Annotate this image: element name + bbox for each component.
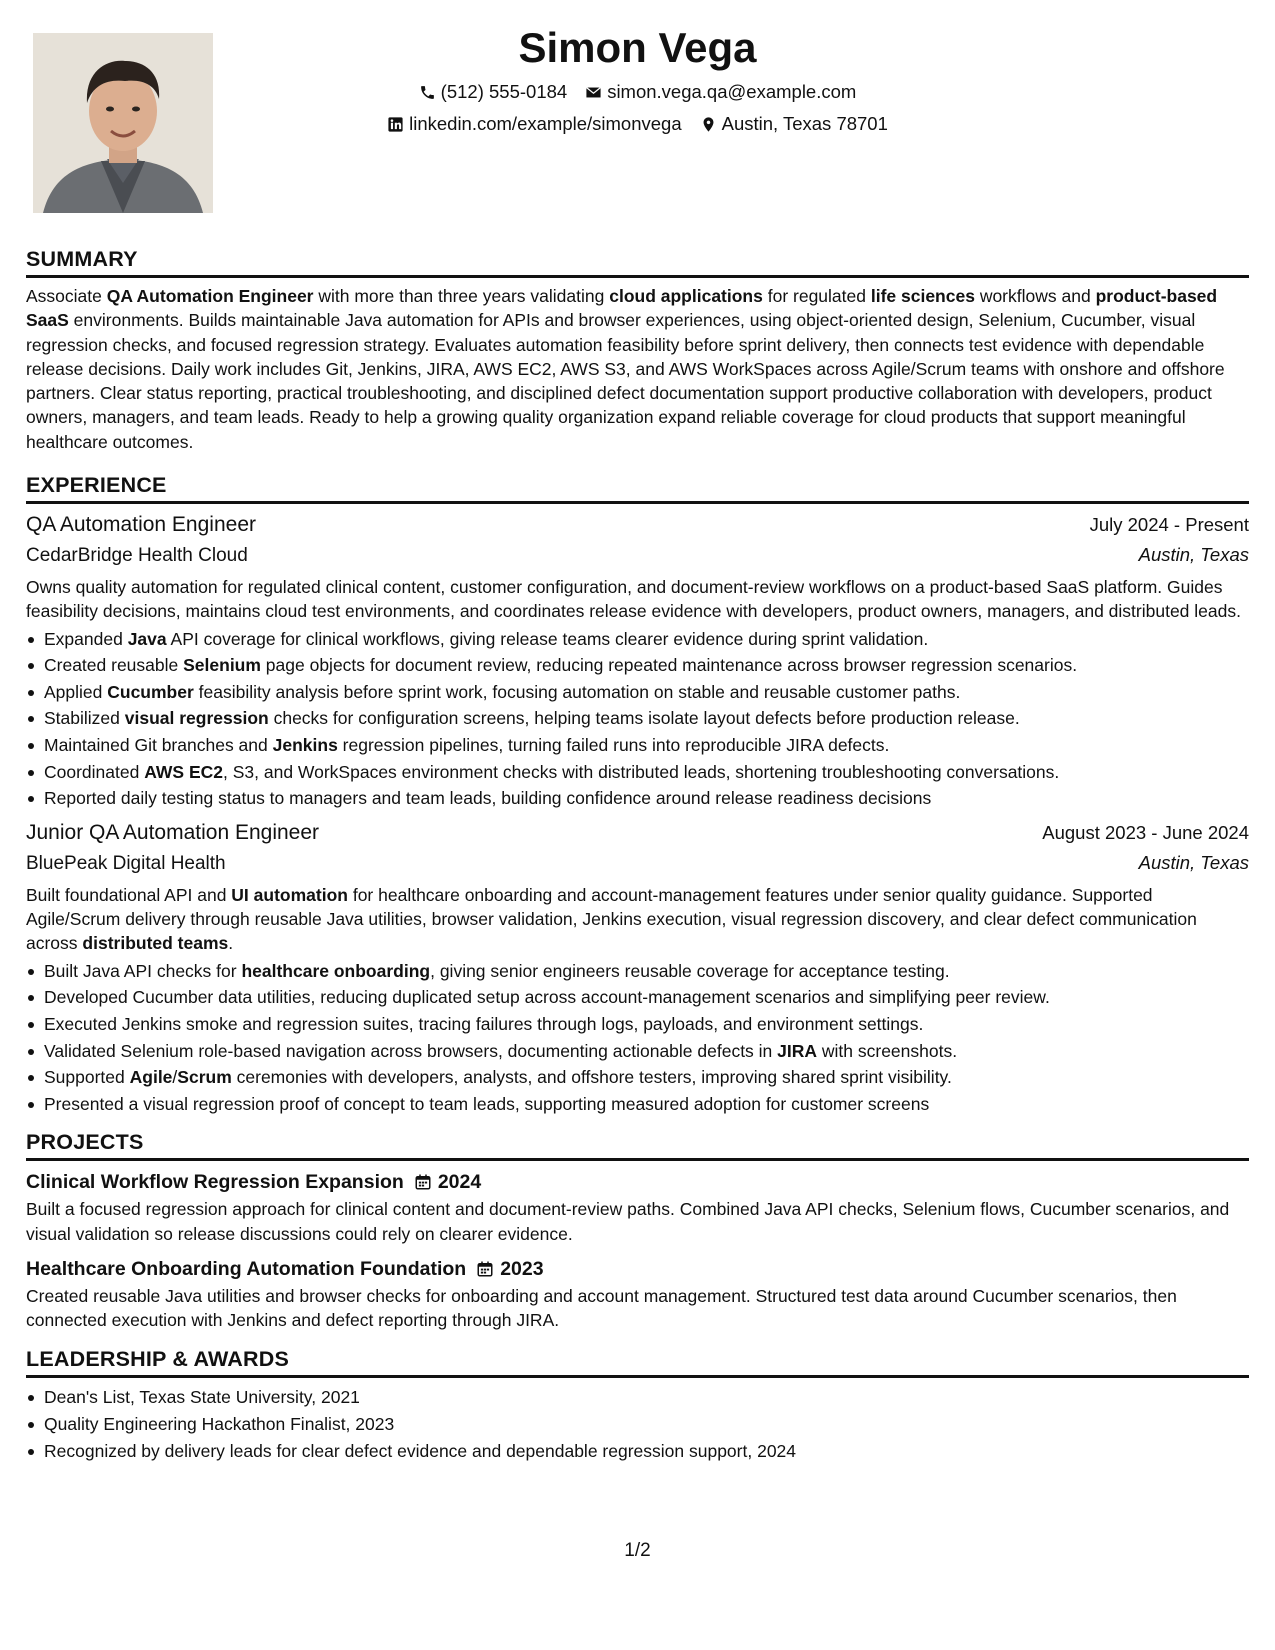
text-run: Stabilized — [44, 708, 125, 729]
bullet-item — [26, 1011, 1249, 1038]
projects-section — [26, 1129, 1249, 1332]
job-dates: August 2023 - June 2024 — [1042, 821, 1249, 843]
emphasis-text: Java — [127, 628, 167, 649]
phone-icon — [419, 84, 436, 101]
text-run: page objects for document review, reducing repeated maintenance across browser regression scenarios. — [260, 655, 1078, 676]
text-run: , giving senior engineers reusable coverage for acceptance testing. — [430, 960, 950, 981]
bullet-item — [26, 679, 1249, 706]
emphasis-text: product-based SaaS — [26, 286, 1218, 331]
emphasis-text: Jenkins — [272, 735, 338, 756]
project-description: Built a focused regression approach for clinical content and document-review paths. Combined Java API checks, Selenium flows, Cucumber scenarios, and visual validation so release discussions could rely on clearer evidence. — [26, 1199, 1230, 1244]
job-bullets — [26, 626, 1249, 812]
candidate-name: Simon Vega — [518, 24, 757, 71]
emphasis-text: AWS EC2 — [144, 761, 223, 782]
job-subheader — [26, 540, 1249, 571]
text-run: Executed Jenkins smoke and regression suites, tracing failures through logs, payloads, and environment settings. — [44, 1013, 924, 1034]
contact-line-2 — [0, 108, 1275, 140]
emphasis-text: Cucumber — [107, 681, 194, 702]
text-run: API coverage for clinical workflows, giving release teams clearer evidence during sprint validation. — [166, 628, 929, 649]
projects-title: PROJECTS — [26, 1129, 1249, 1161]
linkedin-text[interactable]: linkedin.com/example/simonvega — [409, 113, 682, 134]
linkedin-icon — [387, 116, 404, 133]
contact-line-1 — [0, 76, 1275, 108]
text-run: , S3, and WorkSpaces environment checks with distributed leads, shortening troubleshooting conversations. — [223, 761, 1060, 782]
text-run: Supported — [44, 1067, 130, 1088]
award-item: Dean's List, Texas State University, 2021 — [26, 1384, 1249, 1411]
job-dates: July 2024 - Present — [1089, 514, 1249, 536]
emphasis-text: UI automation — [231, 884, 348, 905]
bullet-item — [26, 785, 1249, 812]
linkedin-contact[interactable] — [387, 108, 682, 140]
text-run: Built foundational API and — [26, 884, 232, 905]
emphasis-text: cloud applications — [609, 286, 763, 306]
emphasis-text: healthcare onboarding — [241, 960, 431, 981]
text-run: workflows and — [974, 286, 1096, 306]
bullet-item — [26, 958, 1249, 985]
emphasis-text: visual regression — [124, 708, 269, 729]
text-run: ceremonies with developers, analysts, and offshore testers, improving shared sprint visibility. — [231, 1067, 952, 1088]
job-header — [26, 510, 1249, 540]
project-entry — [26, 1167, 1249, 1246]
project-year: 2024 — [437, 1171, 482, 1194]
job-bullets — [26, 958, 1249, 1118]
text-run: environments. Builds maintainable Java automation for APIs and browser experiences, using object-oriented design, Selenium, Cucumber, visual regression checks, and focused regression strategy. Evaluates automation feasibility before sprint delivery, then connects test evidence with dependable release decisions. Daily work includes Git, Jenkins, JIRA, AWS EC2, AWS S3, and AWS WorkSpaces across Agile/Scrum teams with onshore and offshore partners. Clear status reporting, practical troubleshooting, and disciplined defect documentation support productive collaboration with developers, product owners, managers, and team leads. Ready to help a growing quality organization expand reliable coverage for cloud products that support meaningful healthcare outcomes. — [26, 310, 1225, 452]
job-title: QA Automation Engineer — [26, 513, 256, 537]
map-marker-icon — [700, 116, 717, 133]
emphasis-text: Selenium — [183, 655, 261, 676]
project-year: 2023 — [500, 1257, 544, 1280]
summary-title: SUMMARY — [26, 246, 1249, 278]
job-company: BluePeak Digital Health — [26, 852, 226, 874]
text-run: Associate — [26, 286, 107, 306]
summary-text — [26, 284, 1249, 454]
text-run: . — [228, 933, 234, 954]
project-name: Healthcare Onboarding Automation Foundation — [26, 1257, 467, 1280]
text-run: Maintained Git branches and — [44, 735, 273, 756]
text-run: for regulated — [762, 286, 871, 306]
text-run: Owns quality automation for regulated clinical content, customer configuration, and document-review workflows on a product-based SaaS platform. Guides feasibility decisions, maintains cloud test environments, and coordinates release evidence with developers, product owners, managers, and distributed leads. — [26, 577, 1241, 622]
emphasis-text: JIRA — [777, 1040, 818, 1061]
experience-title: EXPERIENCE — [26, 472, 1249, 504]
email-text[interactable]: simon.vega.qa@example.com — [607, 81, 857, 102]
text-run: / — [172, 1067, 178, 1088]
text-run: checks for configuration screens, helping teams isolate layout defects before production release. — [268, 708, 1020, 729]
text-run: Applied — [44, 681, 108, 702]
summary-section — [26, 246, 1249, 454]
award-item: Quality Engineering Hackathon Finalist, 2023 — [26, 1411, 1249, 1438]
text-run: with screenshots. — [817, 1040, 958, 1061]
text-run: Developed Cucumber data utilities, reducing duplicated setup across account-management scenarios and simplifying peer review. — [44, 987, 1050, 1008]
project-name: Clinical Workflow Regression Expansion — [26, 1171, 404, 1194]
page-number: 1/2 — [624, 1540, 651, 1561]
job-header — [26, 818, 1249, 848]
resume-body — [26, 246, 1249, 1464]
job-location: Austin, Texas — [1138, 851, 1249, 873]
emphasis-text: life sciences — [870, 286, 975, 306]
resume-header — [0, 20, 1275, 140]
location-contact — [700, 108, 888, 140]
project-description: Created reusable Java utilities and browser checks for onboarding and account management. Structured test data around Cucumber scenarios, then connected execution with Jenkins and defect reporting through JIRA. — [26, 1285, 1177, 1331]
awards-title: LEADERSHIP & AWARDS — [26, 1346, 1249, 1378]
job-description — [26, 883, 1249, 956]
bullet-item — [26, 1091, 1249, 1118]
project-date — [414, 1167, 481, 1197]
job-subheader — [26, 848, 1249, 879]
text-run: with more than three years validating — [313, 286, 610, 306]
awards-list — [26, 1384, 1249, 1464]
email-contact[interactable] — [585, 76, 856, 108]
emphasis-text: distributed teams — [82, 933, 229, 954]
text-run: Expanded — [44, 628, 128, 649]
project-entry — [26, 1254, 1249, 1333]
text-run: regression pipelines, turning failed runs into reproducible JIRA defects. — [337, 735, 890, 756]
job-entry — [26, 510, 1249, 812]
job-company: CedarBridge Health Cloud — [26, 545, 248, 567]
location-text: Austin, Texas 78701 — [721, 113, 888, 134]
project-date — [476, 1254, 543, 1284]
bullet-item — [26, 1064, 1249, 1091]
award-item: Recognized by delivery leads for clear defect evidence and dependable regression support, 2024 — [26, 1438, 1249, 1465]
bullet-item — [26, 652, 1249, 679]
job-entry — [26, 818, 1249, 1117]
job-title: Junior QA Automation Engineer — [26, 820, 320, 844]
text-run: for healthcare onboarding and account-management features under senior quality guidance. Supported Agile/Scrum delivery through reusable Java utilities, browser validation, Jenkins execution, visual regression discovery, and clear defect communication across — [26, 884, 1197, 954]
phone-text: (512) 555-0184 — [440, 81, 568, 102]
envelope-icon — [585, 84, 602, 101]
bullet-item — [26, 759, 1249, 786]
text-run: Reported daily testing status to managers and team leads, building confidence around release readiness decisions — [44, 788, 932, 809]
text-run: Validated Selenium role-based navigation across browsers, documenting actionable defects in — [44, 1040, 778, 1061]
bullet-item — [26, 705, 1249, 732]
bullet-item — [26, 984, 1249, 1011]
emphasis-text: Scrum — [177, 1067, 232, 1088]
text-run: Coordinated — [44, 761, 145, 782]
job-location: Austin, Texas — [1138, 544, 1249, 566]
bullet-item — [26, 626, 1249, 653]
phone-contact — [419, 76, 568, 108]
job-description — [26, 575, 1249, 624]
project-header — [26, 1167, 1249, 1197]
bullet-item — [26, 1038, 1249, 1065]
emphasis-text: QA Automation Engineer — [106, 286, 314, 306]
awards-section — [26, 1346, 1249, 1464]
calendar-icon — [414, 1173, 432, 1191]
text-run: Created reusable — [44, 655, 184, 676]
text-run: feasibility analysis before sprint work, focusing automation on stable and reusable customer paths. — [193, 681, 961, 702]
text-run: Built Java API checks for — [44, 960, 242, 981]
project-header — [26, 1254, 1249, 1284]
bullet-item — [26, 732, 1249, 759]
calendar-icon — [476, 1260, 494, 1278]
experience-section — [26, 472, 1249, 1117]
emphasis-text: Agile — [129, 1067, 173, 1088]
text-run: Presented a visual regression proof of concept to team leads, supporting measured adoption for customer screens — [44, 1093, 930, 1114]
